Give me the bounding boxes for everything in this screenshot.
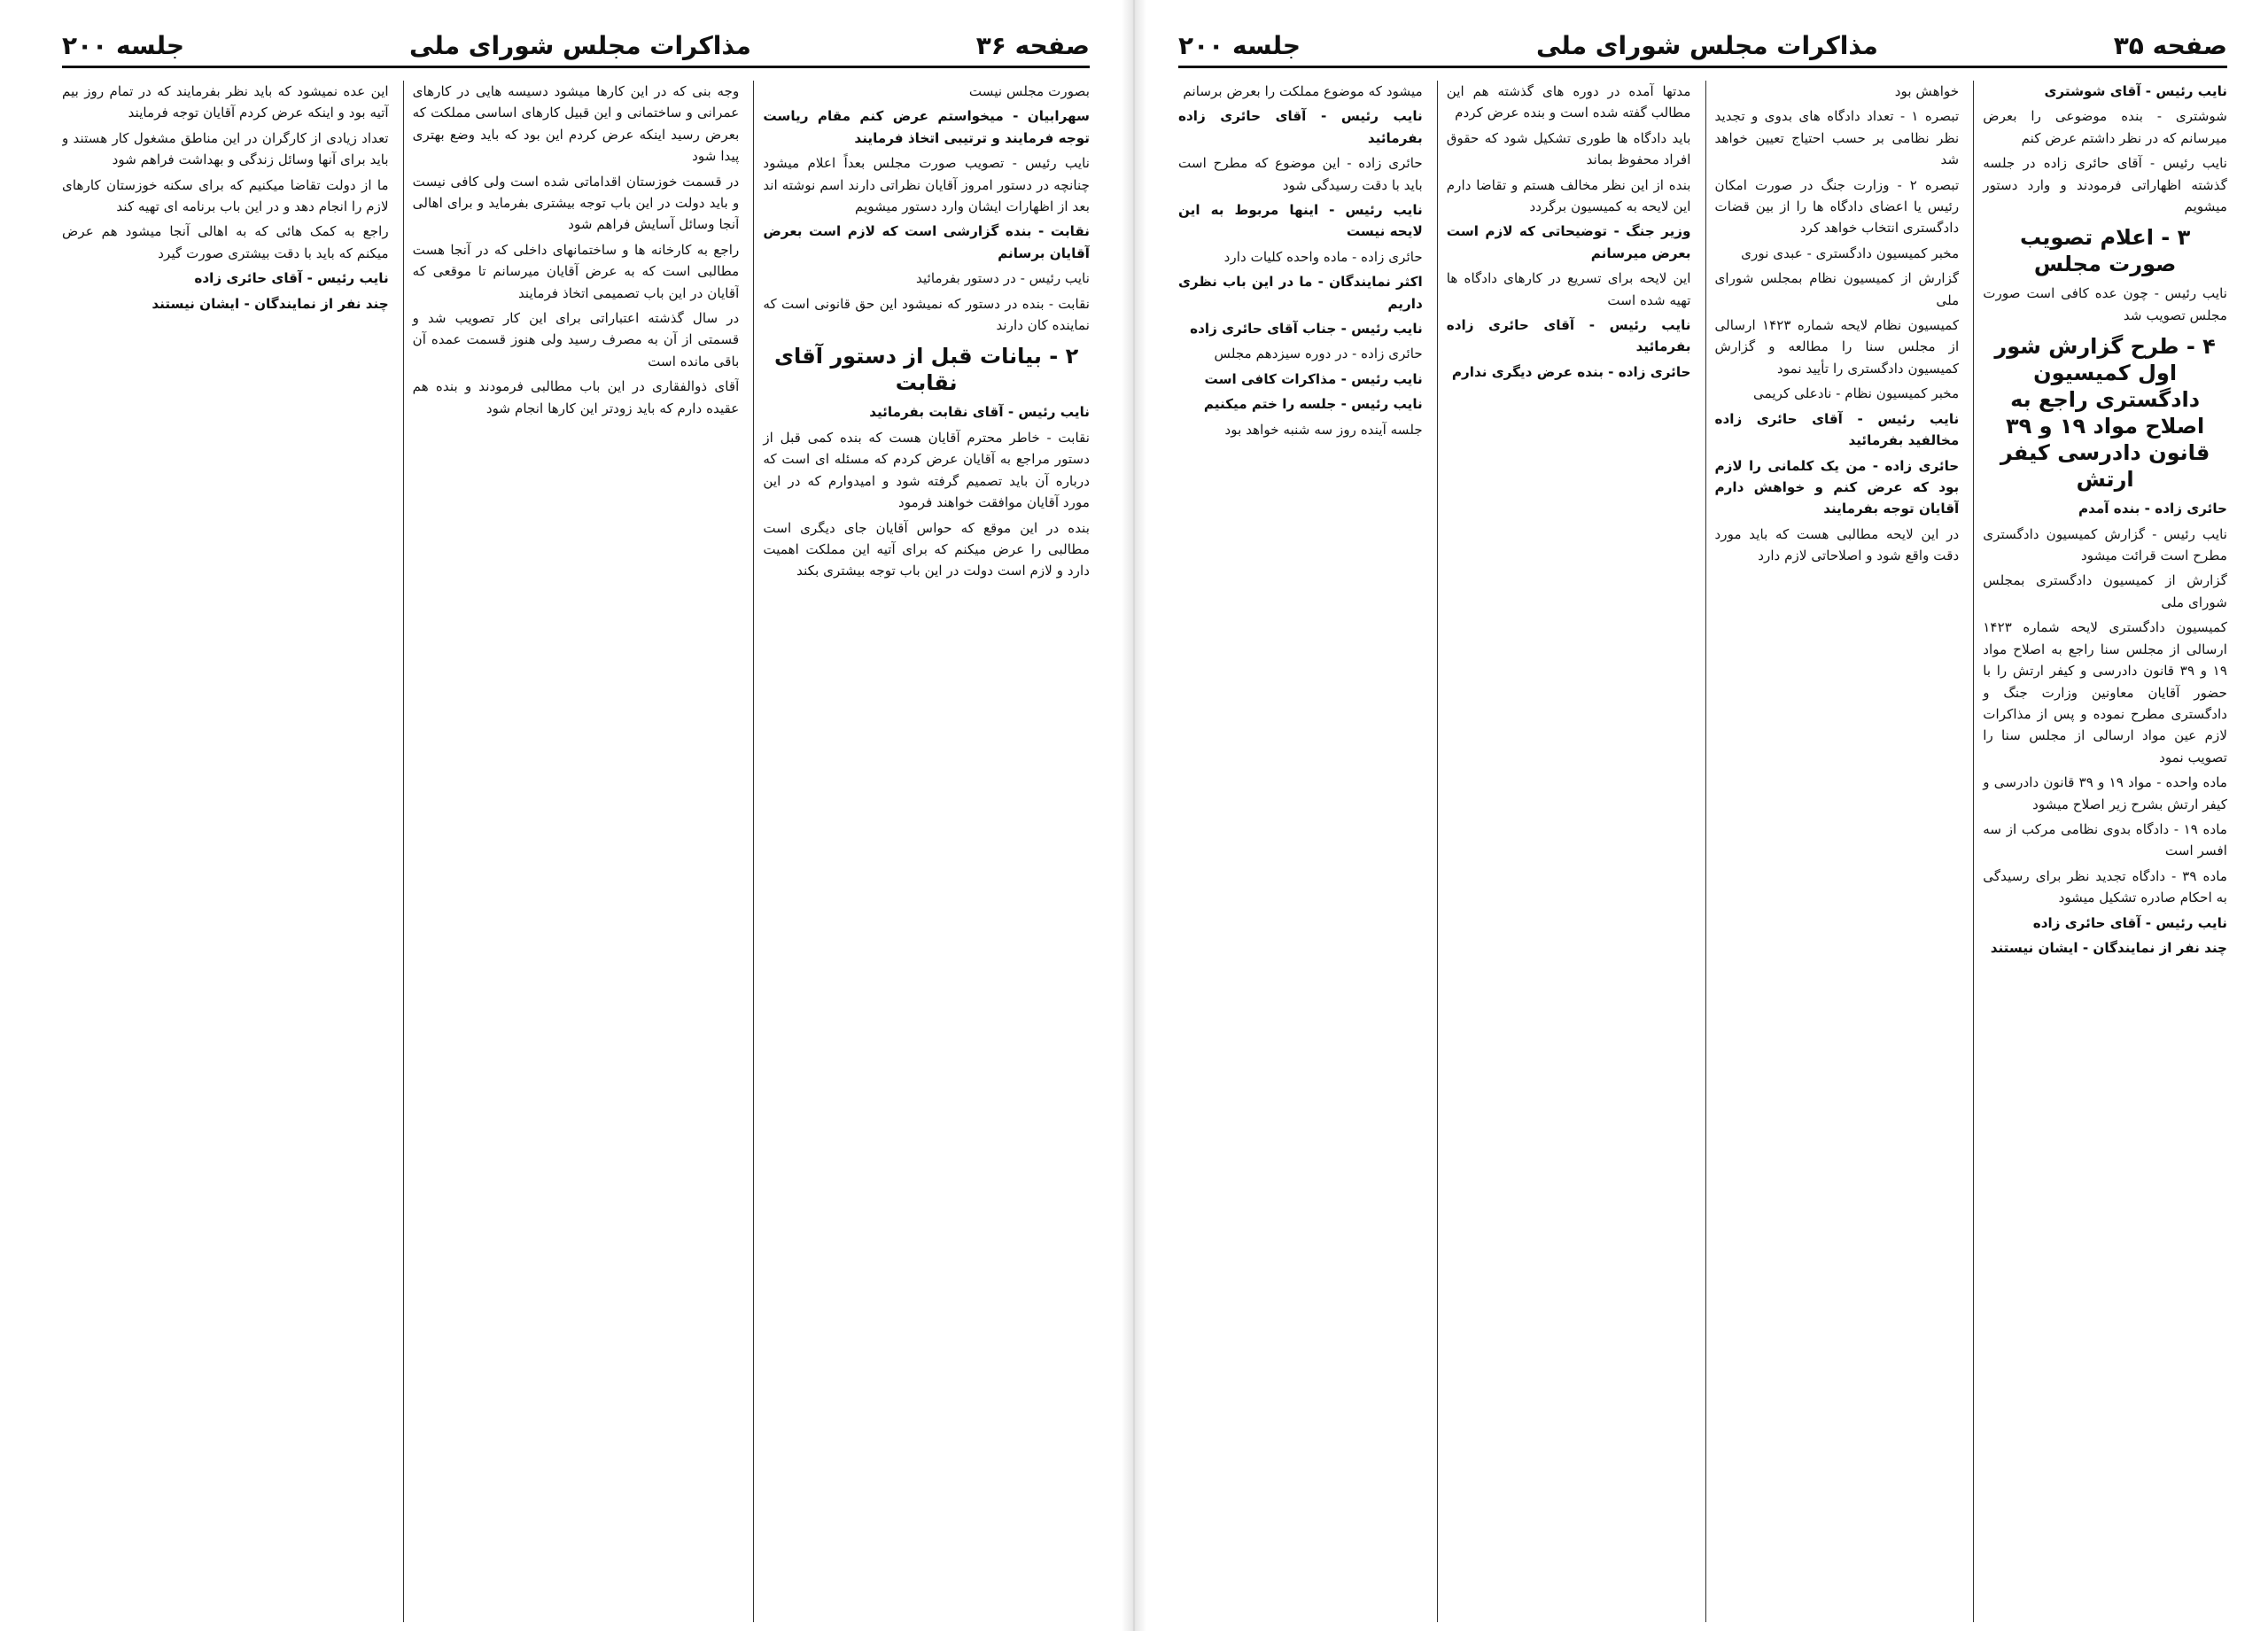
paragraph: نقابت - بنده در دستور که نمیشود این حق قانونی است که نماینده کان دارند — [763, 295, 1090, 334]
right-page-number: صفحه ۳۵ — [2113, 30, 2227, 60]
right-column-1 — [1973, 81, 2227, 1622]
paragraph: ماده ۱۹ - دادگاه بدوی نظامی مرکب از سه افسر است — [1983, 820, 2227, 859]
paragraph: گزارش از کمیسیون نظام بمجلس شورای ملی — [1714, 270, 1960, 308]
paragraph: حائری زاده - بنده عرض دیگری ندارم — [1451, 363, 1691, 380]
paragraph: چند نفر از نمایندگان - ایشان نیستند — [151, 295, 389, 312]
paragraph: نایب رئیس - آقای حائری زاده — [194, 270, 389, 287]
paragraph: نایب رئیس - اینها مربوط به این لایحه نیست — [1178, 202, 1423, 240]
right-column-4 — [1178, 81, 1423, 1622]
paragraph: مخبر کمیسیون نظام - نادعلی کریمی — [1752, 385, 1960, 402]
paragraph: جلسه آینده روز سه شنبه خواهد بود — [1224, 421, 1423, 438]
paragraph: نقابت - بنده گزارشی است که لازم است بعرض آقایان برسانم — [763, 223, 1090, 261]
paragraph: مخبر کمیسیون دادگستری - عبدی نوری — [1741, 245, 1960, 261]
paragraph: در این لایحه مطالبی هست که باید مورد دقت واقع شود و اصلاحاتی لازم دارد — [1714, 525, 1960, 564]
paragraph: نایب رئیس - آقای حائری زاده — [2032, 914, 2227, 931]
paragraph: ماده ۳۹ - دادگاه تجدید نظر برای رسیدگی به احکام صادره تشکیل میشود — [1983, 867, 2227, 906]
paragraph: راجع به کارخانه ها و ساختمانهای داخلی که در آنجا هست مطالبی است که به عرض آقایان میرسانم تا موقعی که آقایان در این باب تصمیمی اتخاذ فرمایند — [412, 241, 740, 301]
paragraph: این عده نمیشود که باید نظر بفرمایند که در تمام روز بیم آتیه بود و اینکه عرض کردم آقایان توجه فرمایند — [61, 83, 389, 121]
paragraph: بصورت مجلس نیست — [968, 83, 1090, 99]
paragraph: آقای ذوالفقاری در این باب مطالبی فرمودند و بنده هم عقیده دارم که باید زودتر این کارها انجام شود — [412, 378, 740, 416]
left-page-title: مذاکرات مجلس شورای ملی — [408, 30, 751, 60]
paragraph: میشود که موضوع مملکت را بعرض برسانم — [1183, 83, 1423, 99]
paragraph: وجه بنی که در این کارها میشود دسیسه هایی در کارهای عمرانی و ساختمانی و این قبیل کارهای اساسی مملکت که بعرض رسید اینکه عرض کردم این بود که باید وضع بهتری پیدا شود — [412, 83, 740, 165]
paragraph: حائری زاده - در دوره سیزدهم مجلس — [1214, 346, 1423, 362]
paragraph: حائری زاده - این موضوع که مطرح است باید با دقت رسیدگی شود — [1178, 155, 1423, 193]
paragraph: کمیسیون نظام لایحه شماره ۱۴۲۳ ارسالی از مجلس سنا را مطالعه و گزارش کمیسیون دادگستری را تأیید نمود — [1714, 317, 1960, 377]
page-gutter — [1122, 0, 1146, 1631]
paragraph: بنده از این نظر مخالف هستم و تقاضا دارم این لایحه به کمیسیون برگردد — [1446, 176, 1691, 215]
paragraph: در سال گذشته اعتباراتی برای این کار تصویب شد و قسمتی از آن به مصرف رسید ولی هنوز قسمت عمده آن باقی مانده است — [412, 310, 740, 369]
paragraph: نایب رئیس - آقای حائری زاده بفرمائید — [1446, 317, 1691, 355]
paragraph: باید دادگاه ها طوری تشکیل شود که حقوق افراد محفوظ بماند — [1446, 129, 1691, 168]
paragraph: ماده واحده - مواد ۱۹ و ۳۹ قانون دادرسی و کیفر ارتش بشرح زیر اصلاح میشود — [1983, 774, 2227, 812]
paragraph: نایب رئیس - در دستور بفرمائید — [916, 270, 1090, 287]
right-page — [1146, 0, 2268, 1631]
section-heading: ۴ - طرح گزارش شور اول کمیسیون دادگستری راجع به اصلاح مواد ۱۹ و ۳۹ قانون دادرسی کیفر ارتش — [1994, 334, 2216, 493]
paragraph: خواهش بود — [1894, 83, 1960, 99]
paragraph: تعداد زیادی از کارگران در این مناطق مشغول کار هستند و باید برای آنها وسائل زندگی و بهداشت فراهم شود — [61, 129, 389, 168]
paragraph: حائری زاده - من یک کلمانی را لازم بود که عرض کنم و خواهش دارم آقایان توجه بفرمایند — [1714, 457, 1960, 517]
left-page — [0, 0, 1122, 1631]
section-heading: ۳ - اعلام تصویب صورت مجلس — [2020, 225, 2191, 277]
paragraph: مدتها آمده در دوره های گذشته هم این مطالب گفته شده است و بنده عرض کردم — [1446, 83, 1691, 121]
paragraph: راجع به کمک هائی که به اهالی آنجا میشود هم عرض میکنم که باید با دقت بیشتری صورت گیرد — [61, 223, 389, 261]
left-column-1 — [753, 81, 1090, 1622]
right-page-title: مذاکرات مجلس شورای ملی — [1535, 30, 1878, 60]
paragraph: چند نفر از نمایندگان - ایشان نیستند — [1990, 939, 2227, 956]
paragraph: نایب رئیس - آقای حائری زاده بفرمائید — [1178, 108, 1423, 146]
paragraph: تبصره ۱ - تعداد دادگاه های بدوی و تجدید نظر نظامی بر حسب احتیاج تعیین خواهد شد — [1714, 108, 1960, 168]
paragraph: حائری زاده - ماده واحده کلیات دارد — [1223, 248, 1423, 265]
right-column-2 — [1705, 81, 1960, 1622]
paragraph: نایب رئیس - مذاکرات کافی است — [1204, 370, 1423, 387]
left-page-number: صفحه ۳۶ — [975, 30, 1090, 60]
left-column-3 — [62, 81, 389, 1622]
right-column-3 — [1437, 81, 1691, 1622]
paragraph: در قسمت خوزستان اقداماتی شده است ولی کافی نیست و باید دولت در این باب توجه بیشتری بفرماید و برای اهالی آنجا وسائل آسایش فراهم شود — [412, 173, 740, 233]
paragraph: نایب رئیس - تصویب صورت مجلس بعداً اعلام میشود چنانچه در دستور امروز آقایان نظراتی دارند اسم نوشته اند بعد از اظهارات ایشان وارد دستور میشویم — [763, 155, 1090, 215]
paragraph: وزیر جنگ - توضیحاتی که لازم است بعرض میرسانم — [1446, 223, 1691, 261]
paragraph: ما از دولت تقاضا میکنیم که برای سکنه خوزستان کارهای لازم را انجام دهد و در این باب برنامه ای تهیه کند — [61, 176, 389, 215]
right-session-label: جلسه ۲۰۰ — [1178, 30, 1301, 60]
paragraph: این لایحه برای تسریع در کارهای دادگاه ها تهیه شده است — [1446, 270, 1691, 308]
section-heading: ۲ - بیانات قبل از دستور آقای نقابت — [774, 344, 1079, 396]
paragraph: نایب رئیس - آقای شوشتری — [2044, 83, 2227, 99]
paragraph: شوشتری - بنده موضوعی را بعرض میرسانم که در نظر داشتم عرض کنم — [1983, 108, 2227, 146]
paragraph: نایب رئیس - آقای حائری زاده در جلسه گذشته اظهاراتی فرمودند و وارد دستور میشویم — [1983, 155, 2227, 215]
paragraph: نایب رئیس - جلسه را ختم میکنیم — [1203, 396, 1423, 413]
paragraph: اکثر نمایندگان - ما در این باب نظری داریم — [1178, 274, 1423, 312]
right-page-header — [1178, 25, 2227, 68]
left-page-header — [62, 25, 1090, 68]
paragraph: نقابت - خاطر محترم آقایان هست که بنده کمی قبل از دستور مراجع به آقایان عرض کردم که مسئله ای است که درباره آن باید تصمیم گرفته شود و امیدوارم که در این مورد آقایان موافقت خواهند فرمود — [763, 429, 1090, 511]
paragraph: بنده در این موقع که حواس آقایان جای دیگری است مطالبی را عرض میکنم که برای آتیه این مملکت اهمیت دارد و لازم است دولت در این باب توجه بیشتری بکند — [763, 519, 1090, 579]
paragraph: حائری زاده - بنده آمدم — [2078, 501, 2227, 517]
left-page-columns — [62, 81, 1090, 1622]
paragraph: نایب رئیس - گزارش کمیسیون دادگستری مطرح است قرائت میشود — [1983, 525, 2227, 564]
left-session-label: جلسه ۲۰۰ — [62, 30, 185, 60]
left-column-2 — [403, 81, 740, 1622]
paragraph: تبصره ۲ - وزارت جنگ در صورت امکان رئیس یا اعضای دادگاه ها را از بین قضات دادگستری انتخاب خواهد کرد — [1714, 176, 1960, 237]
paragraph: گزارش از کمیسیون دادگستری بمجلس شورای ملی — [1983, 572, 2227, 610]
paragraph: کمیسیون دادگستری لایحه شماره ۱۴۲۳ ارسالی از مجلس سنا راجع به اصلاح مواد ۱۹ و ۳۹ قانون دادرسی و کیفر ارتش را با حضور آقایان معاونین وزارت جنگ و دادگستری مطرح نموده و پس از مذاکرات لازم عین مواد ارسالی از مجلس سنا را تصویب نمود — [1983, 619, 2227, 765]
paragraph: نایب رئیس - چون عده کافی است صورت مجلس تصویب شد — [1983, 285, 2227, 323]
paragraph: نایب رئیس - آقای حائری زاده مخالفید بفرمائید — [1714, 410, 1960, 449]
paragraph: سهرابیان - میخواستم عرض کنم مقام ریاست توجه فرمایند و ترتیبی اتخاذ فرمایند — [763, 108, 1090, 146]
paragraph: نایب رئیس - جناب آقای حائری زاده — [1190, 321, 1423, 338]
right-page-columns — [1178, 81, 2227, 1622]
paragraph: نایب رئیس - آقای نقابت بفرمائید — [869, 404, 1090, 421]
